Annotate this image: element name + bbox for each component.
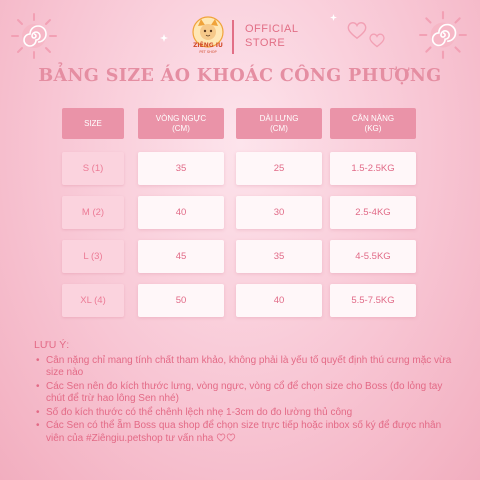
heart-outline-icon	[216, 433, 236, 442]
logo-text: ZIÊNG IU	[193, 42, 223, 49]
list-item	[46, 420, 454, 445]
size-cell: XL (4)	[62, 284, 124, 317]
table-header-back: DÀI LƯNG (CM)	[236, 108, 322, 139]
notes-list	[34, 355, 454, 446]
official-line-1: OFFICIAL	[245, 23, 299, 35]
page-title: BẢNG SIZE ÁO KHOÁC CÔNG PHƯỢNG	[38, 66, 442, 86]
table-header-weight: CÂN NẶNG (KG)	[330, 108, 416, 139]
header	[0, 8, 480, 58]
chest-cell: 50	[138, 284, 224, 317]
list-item: • Số đo kích thước có thể chênh lệch nhẹ 1-3cm do đo lường thủ công	[46, 407, 454, 420]
weight-cell: 5.5-7.5KG	[330, 284, 416, 317]
chest-cell: 35	[138, 152, 224, 185]
weight-cell: 4-5.5KG	[330, 240, 416, 273]
back-cell: 40	[236, 284, 322, 317]
list-item: • Các Sen nên đo kích thước lưng, vòng ngực, vòng cổ để chọn size cho Boss (đo lỏng tay chút để trừ hao lông Sen nhé)	[46, 381, 454, 406]
weight-cell: 1.5-2.5KG	[330, 152, 416, 185]
weight-cell: 2.5-4KG	[330, 196, 416, 229]
back-cell: 35	[236, 240, 322, 273]
back-cell: 30	[236, 196, 322, 229]
table-header-size: SIZE	[62, 108, 124, 139]
header-divider	[232, 20, 234, 54]
official-line-2: STORE	[245, 37, 286, 49]
size-cell: M (2)	[62, 196, 124, 229]
logo-subtext: PET SHOP	[199, 50, 217, 54]
back-cell: 25	[236, 152, 322, 185]
list-item: • Cân nặng chỉ mang tính chất tham khảo, không phải là yếu tố quyết định thú cưng mặc vừa size nào	[46, 355, 454, 380]
official-store-label	[245, 22, 299, 50]
table-header-chest: VÒNG NGỰC (CM)	[138, 108, 224, 139]
chest-cell: 40	[138, 196, 224, 229]
size-cell: L (3)	[62, 240, 124, 273]
list-item-text: Các Sen có thể ẵm Boss qua shop để chọn size trực tiếp hoặc inbox số ký để được nhân viên của #Ziêngiu.petshop tư vấn nha	[46, 420, 442, 444]
chest-cell: 45	[138, 240, 224, 273]
notes-section	[34, 339, 454, 446]
notes-title: LƯU Ý:	[34, 339, 70, 351]
size-cell: S (1)	[62, 152, 124, 185]
